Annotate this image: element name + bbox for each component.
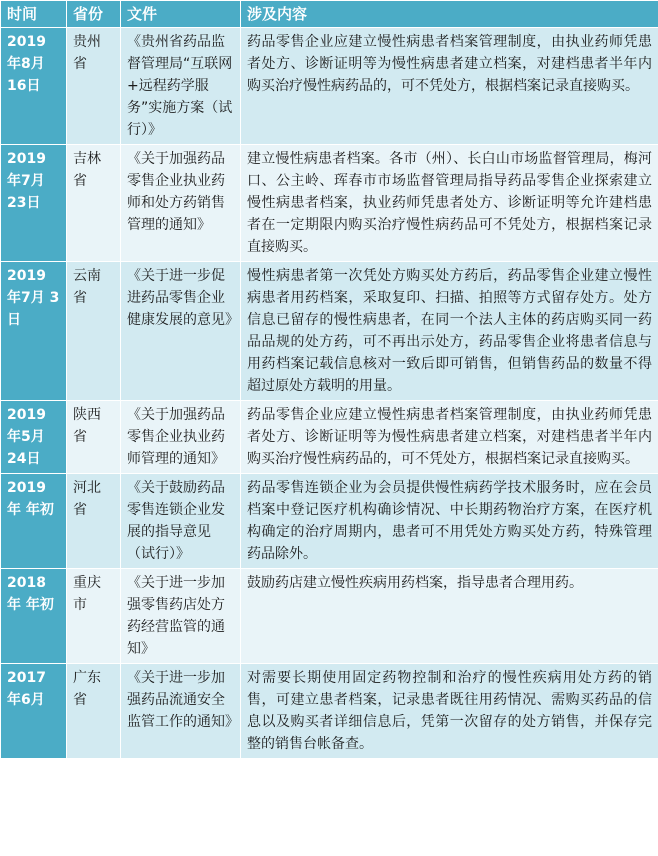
row-province: 云南省 xyxy=(67,262,121,401)
row-province: 河北省 xyxy=(67,474,121,569)
row-document: 《关于进一步促进药品零售企业健康发展的意见》 xyxy=(121,262,241,401)
row-content: 对需要长期使用固定药物控制和治疗的慢性疾病用处方药的销售，可建立患者档案，记录患者既往用药情况、需购买药品的信息以及购买者详细信息后，凭第一次留存的处方销售，并保存完整的销售台帐备查。 xyxy=(241,664,658,759)
row-content: 建立慢性病患者档案。各市（州）、长白山市场监督管理局，梅河口、公主岭、珲春市市场监督管理局指导药品零售企业探索建立慢性病患者档案，执业药师凭患者处方、诊断证明等允许建档患者在一定期限内购买治疗慢性病药品可不凭处方，根据档案记录直接购买。 xyxy=(241,145,658,262)
table-row xyxy=(1,401,658,474)
row-content: 鼓励药店建立慢性疾病用药档案，指导患者合理用药。 xyxy=(241,569,658,664)
row-time: 2019 年 年初 xyxy=(1,474,67,569)
row-time: 2019 年5月 24日 xyxy=(1,401,67,474)
row-time: 2018 年 年初 xyxy=(1,569,67,664)
header-content: 涉及内容 xyxy=(241,1,658,28)
table-row xyxy=(1,145,658,262)
table-row xyxy=(1,262,658,401)
row-province: 重庆市 xyxy=(67,569,121,664)
row-content: 药品零售企业应建立慢性病患者档案管理制度，由执业药师凭患者处方、诊断证明等为慢性病患者建立档案，对建档患者半年内购买治疗慢性病药品的，可不凭处方，根据档案记录直接购买。 xyxy=(241,401,658,474)
row-document: 《关于进一步加强药品流通安全监管工作的通知》 xyxy=(121,664,241,759)
row-time: 2017 年6月 xyxy=(1,664,67,759)
table-row xyxy=(1,28,658,145)
row-time: 2019 年7月 3日 xyxy=(1,262,67,401)
row-province: 广东省 xyxy=(67,664,121,759)
row-content: 慢性病患者第一次凭处方购买处方药后，药品零售企业建立慢性病患者用药档案，采取复印、扫描、拍照等方式留存处方。处方信息已留存的慢性病患者，在同一个法人主体的药店购买同一药品品规的处方药，可不再出示处方，药品零售企业将患者信息与用药档案记载信息核对一致后即可销售，但销售药品的数量不得超过原处方载明的用量。 xyxy=(241,262,658,401)
row-document: 《关于进一步加强零售药店处方药经营监管的通知》 xyxy=(121,569,241,664)
table-row xyxy=(1,664,658,759)
row-province: 吉林省 xyxy=(67,145,121,262)
row-province: 陕西省 xyxy=(67,401,121,474)
header-province: 省份 xyxy=(67,1,121,28)
row-time: 2019 年7月 23日 xyxy=(1,145,67,262)
row-content: 药品零售连锁企业为会员提供慢性病药学技术服务时，应在会员档案中登记医疗机构确诊情况、中长期药物治疗方案，在医疗机构确定的治疗周期内，患者可不用凭处方购买处方药，特殊管理药品除外。 xyxy=(241,474,658,569)
row-content: 药品零售企业应建立慢性病患者档案管理制度，由执业药师凭患者处方、诊断证明等为慢性病患者建立档案，对建档患者半年内购买治疗慢性病药品的，可不凭处方，根据档案记录直接购买。 xyxy=(241,28,658,145)
table-row xyxy=(1,569,658,664)
row-document: 《关于加强药品零售企业执业药师管理的通知》 xyxy=(121,401,241,474)
table-header-row xyxy=(1,1,658,28)
row-document: 《关于加强药品零售企业执业药师和处方药销售管理的通知》 xyxy=(121,145,241,262)
row-province: 贵州省 xyxy=(67,28,121,145)
header-time: 时间 xyxy=(1,1,67,28)
row-time: 2019 年8月 16日 xyxy=(1,28,67,145)
row-document: 《关于鼓励药品零售连锁企业发展的指导意见（试行）》 xyxy=(121,474,241,569)
header-document: 文件 xyxy=(121,1,241,28)
table-row xyxy=(1,474,658,569)
row-document: 《贵州省药品监督管理局“互联网+远程药学服务”实施方案（试行）》 xyxy=(121,28,241,145)
